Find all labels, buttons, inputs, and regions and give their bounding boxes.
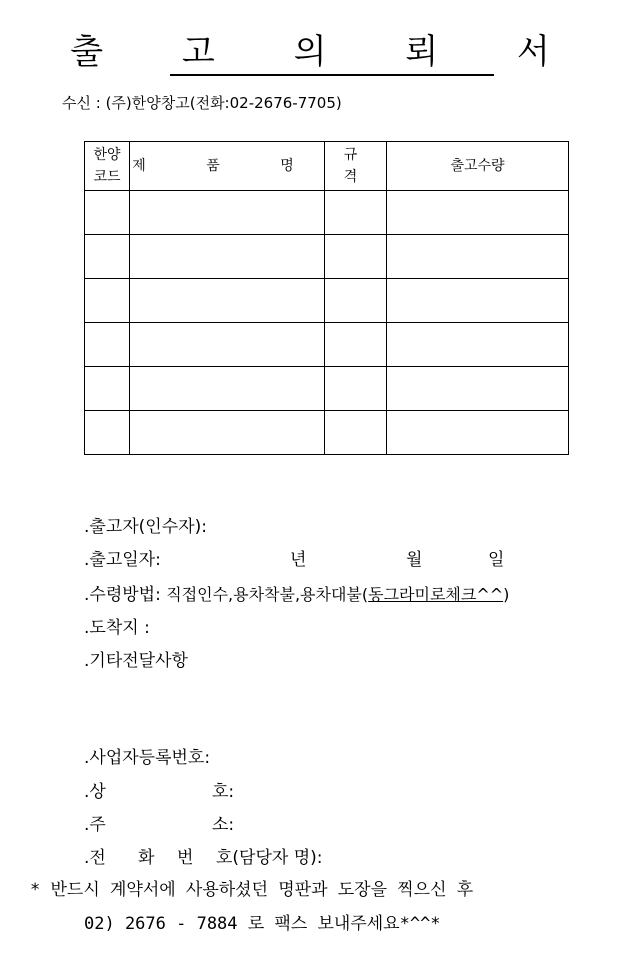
phone-label-a: .전 bbox=[84, 848, 106, 868]
recipient-line: 수신 : (주)한양창고(전화:02-2676-7705) bbox=[62, 94, 342, 112]
code-cell[interactable] bbox=[85, 323, 130, 367]
table-row bbox=[85, 323, 569, 367]
notice-line-2: 02) 2676 - 7884 로 팩스 보내주세요*^^* bbox=[84, 914, 441, 934]
phone-label-d: 호(담당자 명): bbox=[216, 848, 323, 868]
code-cell[interactable] bbox=[85, 191, 130, 235]
product-cell[interactable] bbox=[130, 411, 325, 455]
spec-cell[interactable] bbox=[325, 279, 387, 323]
spec-cell[interactable] bbox=[325, 367, 387, 411]
code-cell[interactable] bbox=[85, 367, 130, 411]
product-cell[interactable] bbox=[130, 191, 325, 235]
business-number-field: .사업자등록번호: bbox=[84, 748, 211, 768]
table-row bbox=[85, 235, 569, 279]
table-row bbox=[85, 367, 569, 411]
code-cell[interactable] bbox=[85, 235, 130, 279]
destination-field: .도착지 : bbox=[84, 618, 150, 638]
company-label-a: .상 bbox=[84, 782, 106, 802]
ship-date-day: 일 bbox=[488, 550, 505, 570]
spec-cell[interactable] bbox=[325, 191, 387, 235]
header-product bbox=[130, 142, 325, 191]
receive-method-label: .수령방법: bbox=[84, 585, 161, 605]
quantity-cell[interactable] bbox=[387, 279, 569, 323]
header-code-line2: 코드 bbox=[93, 169, 121, 185]
ship-date-year: 년 bbox=[290, 550, 307, 570]
notice-line-1: * 반드시 계약서에 사용하셨던 명판과 도장을 찍으신 후 bbox=[30, 880, 474, 900]
shipper-field: .출고자(인수자): bbox=[84, 517, 207, 537]
table-row bbox=[85, 411, 569, 455]
phone-label-b: 화 bbox=[138, 848, 155, 868]
product-cell[interactable] bbox=[130, 323, 325, 367]
receive-method-options: 직접인수,용차착불,용차대불( bbox=[166, 585, 369, 604]
phone-field bbox=[84, 846, 384, 870]
code-cell[interactable] bbox=[85, 279, 130, 323]
header-spec bbox=[325, 142, 387, 191]
product-cell[interactable] bbox=[130, 279, 325, 323]
product-cell[interactable] bbox=[130, 367, 325, 411]
header-spec-label: 규 격 bbox=[343, 147, 368, 185]
page-title: 출 고 의 뢰 서 bbox=[70, 32, 584, 72]
address-label-a: .주 bbox=[84, 815, 106, 835]
quantity-cell[interactable] bbox=[387, 411, 569, 455]
header-product-label: 제 품 명 bbox=[132, 158, 322, 174]
phone-label-c: 번 bbox=[177, 848, 194, 868]
table-row bbox=[85, 279, 569, 323]
spec-cell[interactable] bbox=[325, 235, 387, 279]
address-field bbox=[84, 813, 284, 837]
table-row bbox=[85, 191, 569, 235]
header-code-line1: 한양 bbox=[93, 147, 121, 163]
company-name-field bbox=[84, 780, 284, 804]
other-notes-field: .기타전달사항 bbox=[84, 651, 188, 671]
quantity-cell[interactable] bbox=[387, 235, 569, 279]
table-header-row bbox=[85, 142, 569, 191]
spec-cell[interactable] bbox=[325, 411, 387, 455]
ship-date-month: 월 bbox=[406, 550, 423, 570]
receive-method-field bbox=[84, 583, 509, 607]
address-label-b: 소: bbox=[212, 815, 235, 835]
spec-cell[interactable] bbox=[325, 323, 387, 367]
receive-method-close: ) bbox=[503, 585, 510, 604]
items-table bbox=[84, 141, 569, 455]
quantity-cell[interactable] bbox=[387, 191, 569, 235]
product-cell[interactable] bbox=[130, 235, 325, 279]
ship-date-label: .출고일자: bbox=[84, 550, 161, 570]
header-code bbox=[85, 142, 130, 191]
company-label-b: 호: bbox=[212, 782, 235, 802]
code-cell[interactable] bbox=[85, 411, 130, 455]
quantity-cell[interactable] bbox=[387, 367, 569, 411]
quantity-cell[interactable] bbox=[387, 323, 569, 367]
title-underline bbox=[170, 74, 494, 76]
receive-method-note: 동그라미로체크^^ bbox=[368, 585, 504, 604]
ship-date-field bbox=[84, 548, 564, 572]
header-quantity: 출고수량 bbox=[387, 142, 569, 191]
